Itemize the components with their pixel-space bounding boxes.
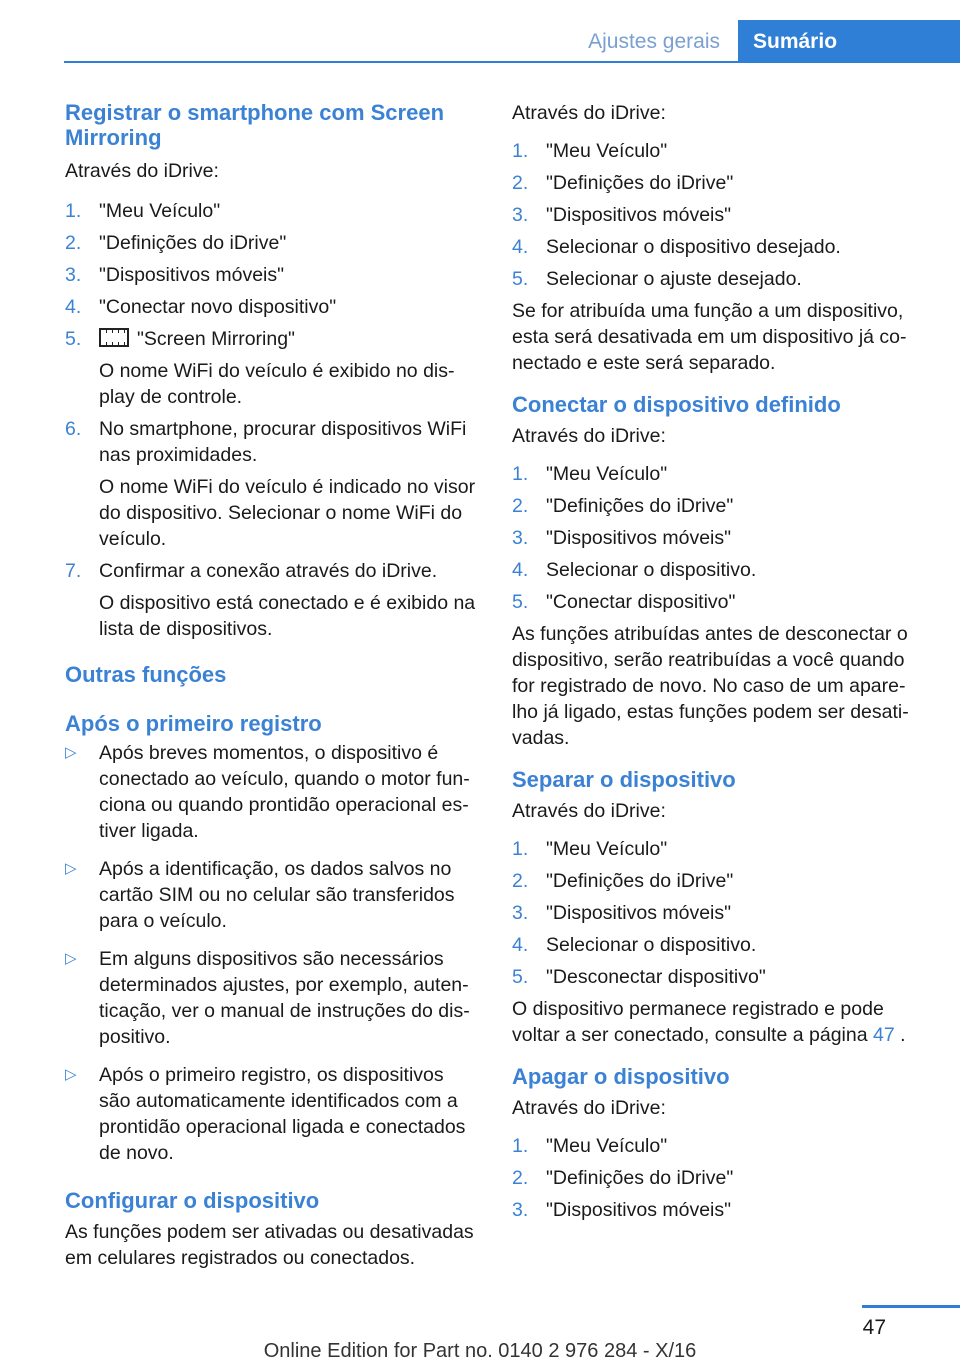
- step-number: 1.: [512, 1135, 529, 1157]
- step-number: 6.: [65, 418, 82, 440]
- list-item: [512, 493, 917, 519]
- list-item: [512, 170, 917, 196]
- step-number: 2.: [512, 495, 529, 517]
- step-text: "Definições do iDrive": [546, 172, 734, 194]
- list-item: [65, 856, 479, 934]
- step-text: "Dispositivos móveis": [546, 527, 732, 549]
- step-number: 4.: [512, 559, 529, 581]
- step-text: "Definições do iDrive": [546, 870, 734, 892]
- step-text: Selecionar o ajuste desejado.: [546, 268, 802, 290]
- separate-steps: [512, 836, 917, 990]
- list-item: [512, 964, 917, 990]
- heading-delete-device: Apagar o dispositivo: [512, 1064, 730, 1089]
- step-number: 2.: [512, 870, 529, 892]
- step-text: Confirmar a conexão através do iDrive.: [99, 560, 438, 582]
- triangle-bullet-icon: ▷: [65, 744, 77, 761]
- page-footer: [0, 1300, 960, 1362]
- step-number: 1.: [65, 200, 82, 222]
- step-number: 4.: [65, 296, 82, 318]
- list-item: [512, 589, 917, 615]
- list-item: [512, 557, 917, 583]
- step-number: 4.: [512, 236, 529, 258]
- step-text: Selecionar o dispositivo.: [546, 559, 757, 581]
- delete-steps: [512, 1133, 917, 1223]
- heading-register-smartphone: Registrar o smartphone com Screen Mirroring: [65, 100, 445, 150]
- step-number: 4.: [512, 934, 529, 956]
- step-subtext: O nome WiFi do veículo é indicado no visor do dispositivo. Selecionar o nome WiFi do veículo.: [99, 476, 476, 550]
- step-number: 5.: [65, 328, 82, 350]
- list-item: [512, 202, 917, 228]
- heading-connect-defined-device: Conectar o dispositivo definido: [512, 392, 841, 417]
- heading-after-first-registration: Após o primeiro registro: [65, 711, 322, 736]
- list-item: [65, 1062, 479, 1166]
- step-text: "Definições do iDrive": [546, 1167, 734, 1189]
- bullet-text: Em alguns dispositivos são necessários determinados ajustes, por exemplo, auten-ticação, ver o manual de instruções do dis-positivo.: [99, 948, 470, 1048]
- left-column: [65, 100, 479, 1271]
- tab-summary[interactable]: Sumário: [738, 20, 960, 62]
- step-text: Selecionar o dispositivo.: [546, 934, 757, 956]
- step-subtext: O dispositivo está conectado e é exibido na lista de dispositivos.: [99, 592, 476, 640]
- step-text: "Desconectar dispositivo": [546, 966, 766, 988]
- step-text: "Meu Veículo": [546, 838, 668, 860]
- configure-text: As funções podem ser ativadas ou desativadas em celulares registrados ou conectados.: [65, 1221, 474, 1269]
- step-text: "Conectar novo dispositivo": [99, 296, 337, 318]
- remain-registered-body: O dispositivo permanece registrado e pode voltar a ser conectado, consulte a página: [512, 998, 884, 1046]
- step-number: 2.: [512, 172, 529, 194]
- via-idrive-text: Através do iDrive:: [512, 102, 666, 124]
- via-idrive-text: Através do iDrive:: [65, 160, 219, 182]
- list-item: [65, 416, 479, 552]
- step-number: 1.: [512, 838, 529, 860]
- connect-steps: [512, 461, 917, 615]
- list-item: [65, 740, 479, 844]
- list-item: [512, 868, 917, 894]
- step-number: 1.: [512, 463, 529, 485]
- reassign-text: As funções atribuídas antes de desconectar o dispositivo, serão reatribuídas a você quando for registrado de novo. No caso de um apare-lho já ligado, estas funções podem ser desati-vadas.: [512, 623, 909, 749]
- list-item: [512, 1133, 917, 1159]
- step-subtext: O nome WiFi do veículo é exibido no dis-play de controle.: [99, 360, 455, 408]
- step-text: "Meu Veículo": [546, 463, 668, 485]
- step-text: "Dispositivos móveis": [546, 204, 732, 226]
- list-item: [512, 1165, 917, 1191]
- list-item: [512, 1197, 917, 1223]
- step-number: 3.: [65, 264, 82, 286]
- assign-function-text: Se for atribuída uma função a um dispositivo, esta será desativada em um dispositivo já co-nectado e este será separado.: [512, 300, 907, 374]
- list-item: [512, 461, 917, 487]
- list-item: [65, 198, 479, 224]
- page-header: [0, 0, 960, 64]
- step-number: 1.: [512, 140, 529, 162]
- list-item: [65, 326, 479, 410]
- header-rule: [64, 61, 960, 63]
- list-item: [512, 525, 917, 551]
- heading-separate-device: Separar o dispositivo: [512, 767, 736, 792]
- list-item: [512, 266, 917, 292]
- step-text: "Definições do iDrive": [546, 495, 734, 517]
- step-text: "Meu Veículo": [546, 1135, 668, 1157]
- page-number: 47: [862, 1316, 886, 1339]
- list-item: [65, 558, 479, 642]
- step-text: No smartphone, procurar dispositivos WiFi nas proximidades.: [99, 418, 467, 466]
- step-number: 5.: [512, 268, 529, 290]
- via-idrive-text: Através do iDrive:: [512, 800, 666, 822]
- edition-text: Online Edition for Part no. 0140 2 976 284 - X/16: [263, 1340, 697, 1362]
- list-item: [512, 836, 917, 862]
- via-idrive-text: Através do iDrive:: [512, 425, 666, 447]
- step-number: 5.: [512, 966, 529, 988]
- step-number: 5.: [512, 591, 529, 613]
- list-item: [512, 138, 917, 164]
- triangle-bullet-icon: ▷: [65, 860, 77, 877]
- step-text: "Conectar dispositivo": [546, 591, 736, 613]
- remain-registered-text: [512, 996, 917, 1048]
- list-item: [512, 932, 917, 958]
- bullet-text: Após breves momentos, o dispositivo é conectado ao veículo, quando o motor fun-ciona ou quando prontidão operacional es-tiver ligada.: [99, 742, 470, 842]
- step-number: 3.: [512, 204, 529, 226]
- settings-steps: [512, 138, 917, 292]
- register-steps: [65, 198, 479, 642]
- step-text: "Dispositivos móveis": [99, 264, 285, 286]
- list-item: [512, 900, 917, 926]
- list-item: [65, 294, 479, 320]
- step-text: "Dispositivos móveis": [546, 902, 732, 924]
- step-number: 7.: [65, 560, 82, 582]
- step-text: "Meu Veículo": [99, 200, 221, 222]
- heading-other-functions: Outras funções: [65, 662, 227, 687]
- step-text: "Meu Veículo": [546, 140, 668, 162]
- right-column: [512, 100, 917, 1229]
- after-registration-bullets: [65, 740, 479, 1166]
- step-number: 2.: [65, 232, 82, 254]
- footer-rule: [862, 1305, 960, 1308]
- step-text: "Screen Mirroring": [137, 328, 295, 350]
- via-idrive-text: Através do iDrive:: [512, 1097, 666, 1119]
- list-item: [65, 230, 479, 256]
- list-item: [65, 946, 479, 1050]
- step-text: "Dispositivos móveis": [546, 1199, 732, 1221]
- step-number: 3.: [512, 527, 529, 549]
- heading-configure-device: Configurar o dispositivo: [65, 1188, 320, 1213]
- step-number: 3.: [512, 902, 529, 924]
- step-number: 2.: [512, 1167, 529, 1189]
- list-item: [512, 234, 917, 260]
- bullet-text: Após a identificação, os dados salvos no cartão SIM ou no celular são transferidos para o veículo.: [99, 858, 455, 932]
- page-link[interactable]: 47: [872, 1024, 895, 1046]
- step-text: "Definições do iDrive": [99, 232, 287, 254]
- section-title[interactable]: Ajustes gerais: [588, 30, 720, 53]
- screen-mirroring-icon: [99, 328, 129, 347]
- step-text: Selecionar o dispositivo desejado.: [546, 236, 841, 258]
- triangle-bullet-icon: ▷: [65, 950, 77, 967]
- remain-registered-end: .: [894, 1024, 906, 1046]
- list-item: [65, 262, 479, 288]
- bullet-text: Após o primeiro registro, os dispositivos são automaticamente identificados com a prontidão operacional ligada e conectados de novo.: [99, 1064, 466, 1164]
- step-number: 3.: [512, 1199, 529, 1221]
- triangle-bullet-icon: ▷: [65, 1066, 77, 1083]
